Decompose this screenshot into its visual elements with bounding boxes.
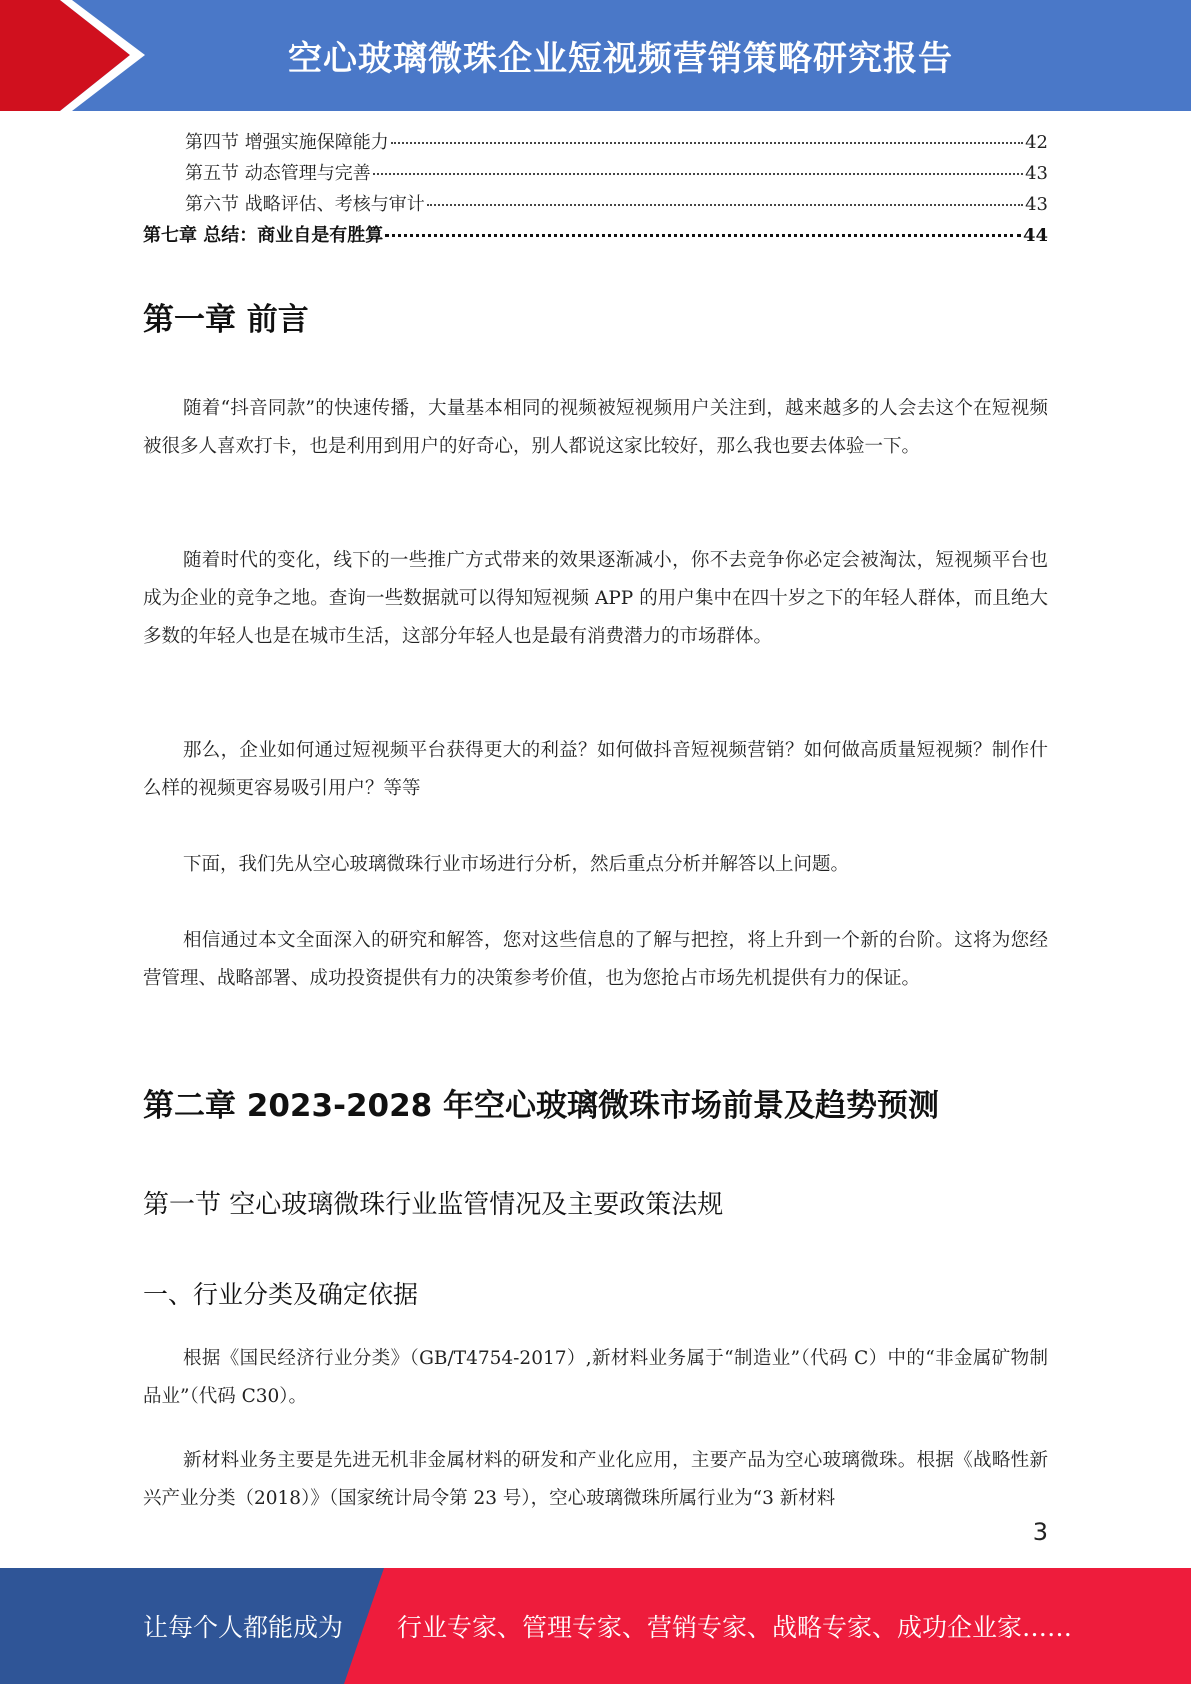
- footer-banner: [0, 1568, 1191, 1684]
- toc-entry-label: 第五节 动态管理与完善: [185, 163, 371, 184]
- paragraph: 新材料业务主要是先进无机非金属材料的研发和产业化应用，主要产品为空心玻璃微珠。根据《战略性新兴产业分类（2018）》（国家统计局令第 23 号），空心玻璃微珠所属行业为“3 新材料: [143, 1450, 1048, 1509]
- toc-entry-chapter[interactable]: [143, 221, 1048, 252]
- toc-entry-page: 43: [1025, 163, 1048, 184]
- toc-entry[interactable]: [143, 128, 1048, 159]
- subsection-1-heading: 一、行业分类及确定依据: [143, 1280, 419, 1309]
- toc-leader-dots: [385, 234, 1021, 237]
- paragraph: 随着“抖音同款”的快速传播，大量基本相同的视频被短视频用户关注到，越来越多的人会去这个在短视频被很多人喜欢打卡，也是利用到用户的好奇心，别人都说这家比较好，那么我也要去体验一下。: [143, 398, 1048, 457]
- paragraph: 相信通过本文全面深入的研究和解答，您对这些信息的了解与把控，将上升到一个新的台阶。这将为您经营管理、战略部署、成功投资提供有力的决策参考价值，也为您抢占市场先机提供有力的保证。: [143, 930, 1048, 989]
- table-of-contents: [143, 128, 1048, 252]
- toc-entry-label: 第六节 战略评估、考核与审计: [185, 194, 425, 215]
- page-number: 3: [1032, 1518, 1048, 1546]
- paragraph: 根据《国民经济行业分类》（GB/T4754-2017）,新材料业务属于“制造业”（代码 C）中的“非金属矿物制品业”（代码 C30）。: [143, 1348, 1048, 1407]
- chapter-2-heading: 第二章 2023-2028 年空心玻璃微珠市场前景及趋势预测: [143, 1088, 940, 1124]
- footer-slogan-left: 让每个人都能成为: [143, 1613, 344, 1642]
- red-chevron-logo: [0, 0, 160, 111]
- toc-leader-dots: [373, 173, 1023, 175]
- toc-entry[interactable]: [143, 159, 1048, 190]
- report-title: 空心玻璃微珠企业短视频营销策略研究报告: [288, 39, 953, 79]
- section-1-heading: 第一节 空心玻璃微珠行业监管情况及主要政策法规: [143, 1190, 724, 1220]
- toc-entry-page: 42: [1025, 132, 1048, 153]
- paragraph: 随着时代的变化，线下的一些推广方式带来的效果逐渐减小，你不去竞争你必定会被淘汰，短视频平台也成为企业的竞争之地。查询一些数据就可以得知短视频 APP 的用户集中在四十岁之下的年轻人群体，而且绝大多数的年轻人也是在城市生活，这部分年轻人也是最有消费潜力的市场群体。: [143, 550, 1048, 647]
- toc-entry-label: 第四节 增强实施保障能力: [185, 132, 389, 153]
- toc-entry-page: 43: [1025, 194, 1048, 215]
- toc-leader-dots: [391, 142, 1023, 144]
- header-banner: [0, 0, 1191, 111]
- paragraph: 那么，企业如何通过短视频平台获得更大的利益？如何做抖音短视频营销？如何做高质量短视频？制作什么样的视频更容易吸引用户？等等: [143, 740, 1048, 799]
- toc-leader-dots: [427, 204, 1023, 206]
- paragraph: 下面，我们先从空心玻璃微珠行业市场进行分析，然后重点分析并解答以上问题。: [183, 854, 850, 875]
- chapter-1-heading: 第一章 前言: [143, 302, 309, 338]
- toc-entry[interactable]: [143, 190, 1048, 221]
- footer-slogan-right: 行业专家、管理专家、营销专家、战略专家、成功企业家……: [397, 1613, 1073, 1642]
- toc-entry-label: 第七章 总结：商业自是有胜算: [143, 225, 384, 246]
- toc-entry-page: 44: [1022, 225, 1048, 246]
